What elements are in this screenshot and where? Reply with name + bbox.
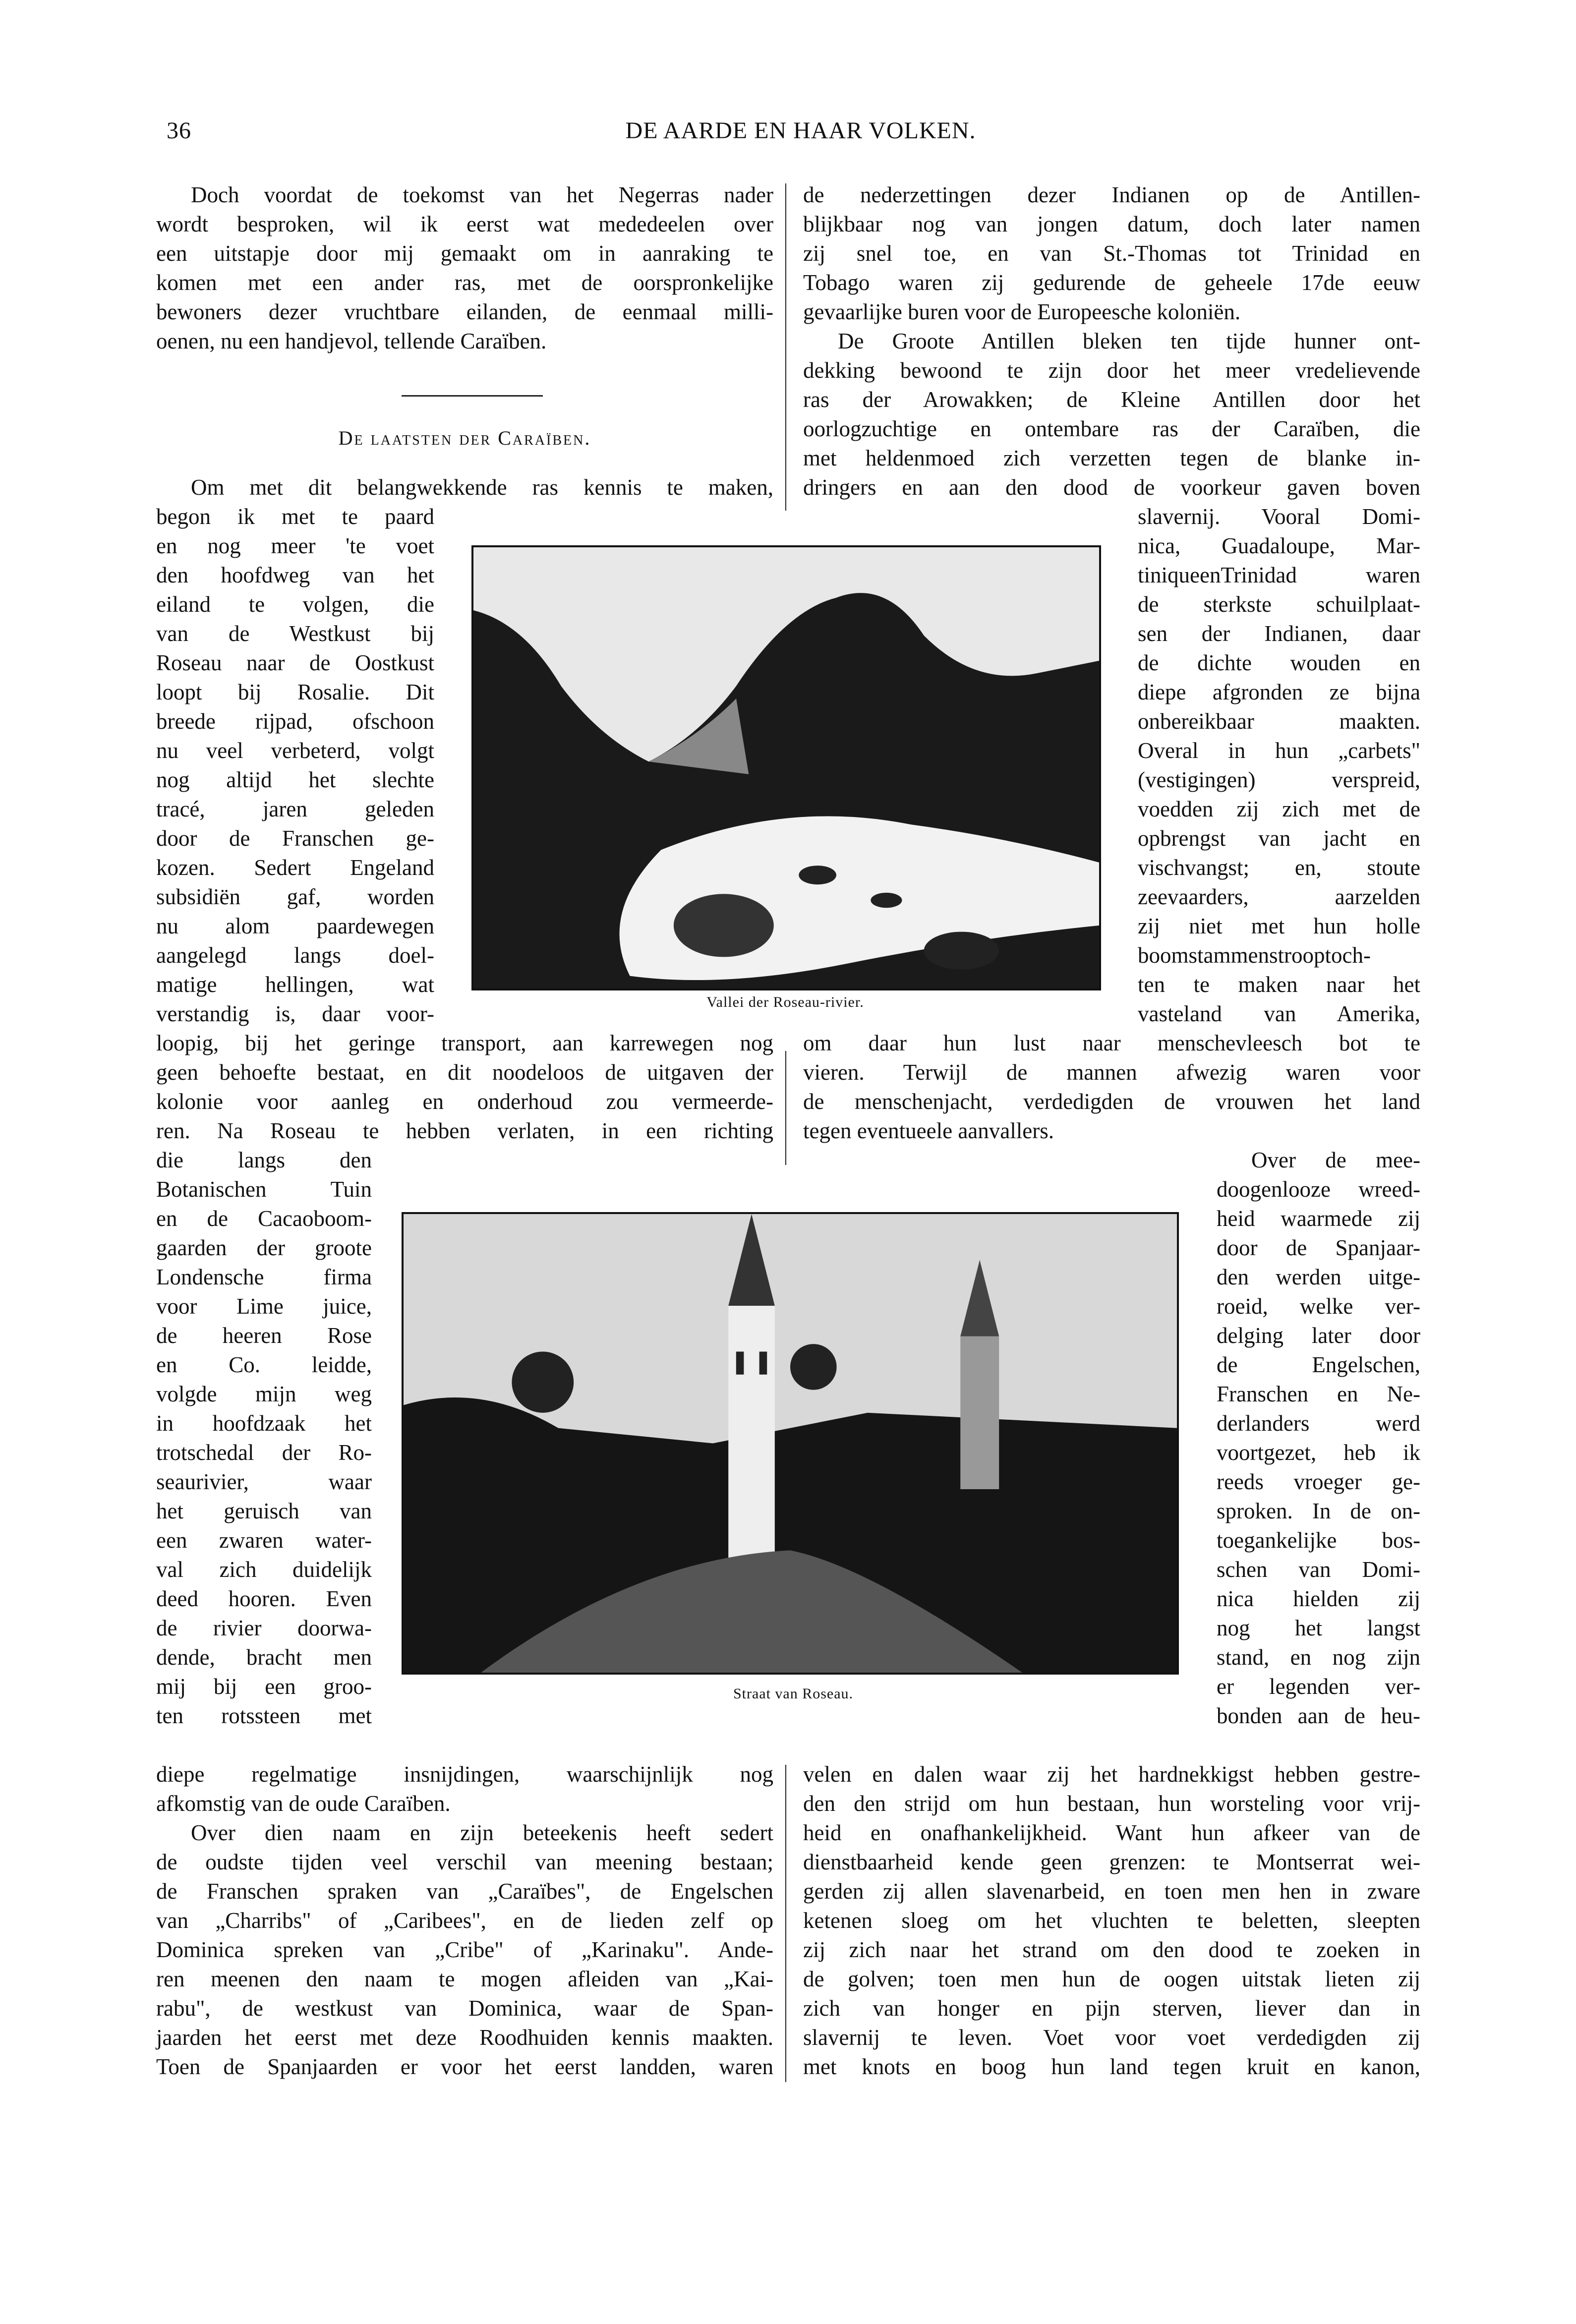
- text-line: Botanischen Tuin: [156, 1177, 372, 1202]
- text-line: Over dien naam en zijn beteekenis heeft sedert: [191, 1820, 773, 1845]
- column-divider: [785, 1051, 786, 1165]
- text-line: en de Cacaoboom-: [156, 1206, 372, 1231]
- section-heading: De laatsten der Caraïben.: [338, 427, 591, 449]
- photo-roseau-valley: [471, 545, 1101, 990]
- column-divider: [785, 183, 786, 511]
- text-line: doogenlooze wreed-: [1217, 1177, 1420, 1202]
- text-line: zij zich naar het strand om den dood te zoeken in: [803, 1937, 1420, 1962]
- text-line: Tobago waren zij gedurende de geheele 17de eeuw: [803, 270, 1420, 295]
- text-line: de menschenjacht, verdedigden de vrouwen het land: [803, 1089, 1420, 1114]
- text-line: De Groote Antillen bleken ten tijde hunner ont-: [838, 329, 1420, 353]
- text-line: ren meenen den naam te mogen afleiden van „Kai-: [156, 1967, 773, 1991]
- text-line: die langs den: [156, 1148, 372, 1172]
- text-line: en nog meer 'te voet: [156, 533, 434, 558]
- text-line: voedden zij zich met de: [1138, 797, 1420, 821]
- text-line: mij bij een groo-: [156, 1674, 372, 1699]
- text-line: van de Westkust bij: [156, 621, 434, 646]
- text-line: Roseau naar de Oostkust: [156, 650, 434, 675]
- text-line: Over de mee-: [1251, 1148, 1420, 1172]
- text-line: om daar hun lust naar menschevleesch bot te: [803, 1031, 1420, 1055]
- text-line: komen met een ander ras, met de oorspronkelijke: [156, 270, 773, 295]
- text-line: de sterkste schuilplaat-: [1138, 592, 1420, 617]
- text-line: ten te maken naar het: [1138, 972, 1420, 997]
- text-line: zeevaarders, aarzelden: [1138, 884, 1420, 909]
- text-line: door de Spanjaar-: [1217, 1235, 1420, 1260]
- text-line: Dominica spreken van „Cribe" of „Karinaku". Ande-: [156, 1937, 773, 1962]
- text-line: Franschen en Ne-: [1217, 1382, 1420, 1406]
- text-line: jaarden het eerst met deze Roodhuiden kennis maakten.: [156, 2025, 773, 2050]
- text-line: er legenden ver-: [1217, 1674, 1420, 1699]
- text-line: heid en onafhankelijkheid. Want hun afkeer van de: [803, 1820, 1420, 1845]
- photo-roseau-street: [402, 1212, 1179, 1675]
- text-line: en Co. leidde,: [156, 1352, 372, 1377]
- text-line: den hoofdweg van het: [156, 563, 434, 587]
- text-line: tegen eventueele aanvallers.: [803, 1118, 1054, 1143]
- text-line: diepe regelmatige insnijdingen, waarschijnlijk nog: [156, 1762, 773, 1787]
- text-line: loopig, bij het geringe transport, aan karrewegen nog: [156, 1031, 773, 1055]
- text-line: voor Lime juice,: [156, 1294, 372, 1319]
- text-line: met knots en boog hun land tegen kruit en kanon,: [803, 2054, 1420, 2079]
- text-line: roeid, welke ver-: [1217, 1294, 1420, 1319]
- text-line: de heeren Rose: [156, 1323, 372, 1348]
- text-line: bewoners dezer vruchtbare eilanden, de eenmaal milli-: [156, 299, 773, 324]
- text-line: de oudste tijden veel verschil van meening bestaan;: [156, 1850, 773, 1874]
- text-line: kolonie voor aanleg en onderhoud zou vermeerde-: [156, 1089, 773, 1114]
- text-line: de Engelschen,: [1217, 1352, 1420, 1377]
- text-line: matige hellingen, wat: [156, 972, 434, 997]
- text-line: loopt bij Rosalie. Dit: [156, 680, 434, 704]
- text-line: het geruisch van: [156, 1499, 372, 1523]
- text-line: volgde mijn weg: [156, 1382, 372, 1406]
- text-line: voortgezet, heb ik: [1217, 1440, 1420, 1465]
- text-line: in hoofdzaak het: [156, 1411, 372, 1436]
- text-line: nu alom paardewegen: [156, 914, 434, 938]
- column-divider: [785, 1765, 786, 2082]
- text-line: de Franschen spraken van „Caraïbes", de Engelschen: [156, 1879, 773, 1904]
- text-line: dienstbaarheid kende geen grenzen: te Montserrat wei-: [803, 1850, 1420, 1874]
- text-line: slavernij te leven. Voet voor voet verdedigden zij: [803, 2025, 1420, 2050]
- text-line: gerden zij allen slavenarbeid, en toen men hen in zware: [803, 1879, 1420, 1904]
- text-line: nu veel verbeterd, volgt: [156, 738, 434, 763]
- text-line: den den strijd om hun bestaan, hun worsteling voor vrij-: [803, 1791, 1420, 1816]
- text-line: door de Franschen ge-: [156, 826, 434, 851]
- text-line: verstandig is, daar voor-: [156, 1001, 434, 1026]
- text-line: nica hielden zij: [1217, 1586, 1420, 1611]
- text-line: kozen. Sedert Engeland: [156, 855, 434, 880]
- text-line: seaurivier, waar: [156, 1469, 372, 1494]
- text-line: subsidiën gaf, worden: [156, 884, 434, 909]
- text-line: een zwaren water-: [156, 1528, 372, 1553]
- text-line: nog het langst: [1217, 1616, 1420, 1640]
- text-line: oenen, nu een handjevol, tellende Caraïben.: [156, 329, 547, 353]
- text-line: (vestigingen) verspreid,: [1138, 767, 1420, 792]
- text-line: Doch voordat de toekomst van het Negerras nader: [191, 182, 773, 207]
- text-line: onbereikbaar maakten.: [1138, 709, 1420, 734]
- text-line: gaarden der groote: [156, 1235, 372, 1260]
- text-line: geen behoefte bestaat, en dit noodeloos de uitgaven der: [156, 1060, 773, 1085]
- text-line: nog altijd het slechte: [156, 767, 434, 792]
- text-line: zich van honger en pijn sterven, liever dan in: [803, 1996, 1420, 2021]
- text-line: rabu", de westkust van Dominica, waar de Span-: [156, 1996, 773, 2021]
- text-line: tiniqueenTrinidad waren: [1138, 563, 1420, 587]
- text-line: opbrengst van jacht en: [1138, 826, 1420, 851]
- text-line: vieren. Terwijl de mannen afwezig waren voor: [803, 1060, 1420, 1085]
- text-line: delging later door: [1217, 1323, 1420, 1348]
- text-line: vasteland van Amerika,: [1138, 1001, 1420, 1026]
- figure-caption: Straat van Roseau.: [733, 1685, 854, 1702]
- text-line: zij niet met hun holle: [1138, 914, 1420, 938]
- text-line: eiland te volgen, die: [156, 592, 434, 617]
- text-line: de nederzettingen dezer Indianen op de Antillen-: [803, 182, 1420, 207]
- text-line: met heldenmoed zich verzetten tegen de blanke in-: [803, 446, 1420, 470]
- text-line: vischvangst; en, stoute: [1138, 855, 1420, 880]
- text-line: dende, bracht men: [156, 1645, 372, 1670]
- text-line: ras der Arowakken; de Kleine Antillen door het: [803, 387, 1420, 412]
- text-line: Om met dit belangwekkende ras kennis te maken,: [191, 475, 773, 500]
- text-line: trotschedal der Ro-: [156, 1440, 372, 1465]
- text-line: afkomstig van de oude Caraïben.: [156, 1791, 451, 1816]
- text-line: derlanders werd: [1217, 1411, 1420, 1436]
- text-line: ten rotssteen met: [156, 1703, 372, 1728]
- text-line: tracé, jaren geleden: [156, 797, 434, 821]
- text-line: wordt besproken, wil ik eerst wat mededeelen over: [156, 212, 773, 236]
- text-line: sen der Indianen, daar: [1138, 621, 1420, 646]
- text-line: diepe afgronden ze bijna: [1138, 680, 1420, 704]
- text-line: deed hooren. Even: [156, 1586, 372, 1611]
- text-line: gevaarlijke buren voor de Europeesche koloniën.: [803, 299, 1241, 324]
- text-line: reeds vroeger ge-: [1217, 1469, 1420, 1494]
- text-line: schen van Domi-: [1217, 1557, 1420, 1582]
- text-line: dekking bewoond te zijn door het meer vredelievende: [803, 358, 1420, 383]
- text-line: heid waarmede zij: [1217, 1206, 1420, 1231]
- text-line: de rivier doorwa-: [156, 1616, 372, 1640]
- text-line: boomstammenstrooptoch-: [1138, 943, 1371, 968]
- text-line: Toen de Spanjaarden er voor het eerst landden, waren: [156, 2054, 773, 2079]
- text-line: bonden aan de heu-: [1217, 1703, 1420, 1728]
- running-title: DE AARDE EN HAAR VOLKEN.: [625, 117, 976, 144]
- text-line: oorlogzuchtige en ontembare ras der Caraïben, die: [803, 416, 1420, 441]
- section-rule: [402, 395, 543, 397]
- text-line: sproken. In de on-: [1217, 1499, 1420, 1523]
- text-line: breede rijpad, ofschoon: [156, 709, 434, 734]
- text-line: toegankelijke bos-: [1217, 1528, 1420, 1553]
- text-line: ren. Na Roseau te hebben verlaten, in een richting: [156, 1118, 773, 1143]
- text-line: van „Charribs" of „Caribees", en de lieden zelf op: [156, 1908, 773, 1933]
- text-line: nica, Guadaloupe, Mar-: [1138, 533, 1420, 558]
- text-line: de golven; toen men hun de oogen uitstak lieten zij: [803, 1967, 1420, 1991]
- figure-caption: Vallei der Roseau-rivier.: [706, 994, 864, 1010]
- text-line: den werden uitge-: [1217, 1265, 1420, 1289]
- text-line: een uitstapje door mij gemaakt om in aanraking te: [156, 241, 773, 266]
- text-line: de dichte wouden en: [1138, 650, 1420, 675]
- text-line: stand, en nog zijn: [1217, 1645, 1420, 1670]
- text-line: blijkbaar nog van jongen datum, doch later namen: [803, 212, 1420, 236]
- text-line: begon ik met te paard: [156, 504, 434, 529]
- text-line: aangelegd langs doel-: [156, 943, 434, 968]
- text-line: Overal in hun „carbets": [1138, 738, 1420, 763]
- text-line: zij snel toe, en van St.-Thomas tot Trinidad en: [803, 241, 1420, 266]
- text-line: dringers en aan den dood de voorkeur gaven boven: [803, 475, 1420, 500]
- text-line: ketenen sloeg om het vluchten te beletten, sleepten: [803, 1908, 1420, 1933]
- text-line: slavernij. Vooral Domi-: [1138, 504, 1420, 529]
- text-line: velen en dalen waar zij het hardnekkigst hebben gestre-: [803, 1762, 1420, 1787]
- page-number: 36: [167, 117, 191, 144]
- text-line: Londensche firma: [156, 1265, 372, 1289]
- text-line: val zich duidelijk: [156, 1557, 372, 1582]
